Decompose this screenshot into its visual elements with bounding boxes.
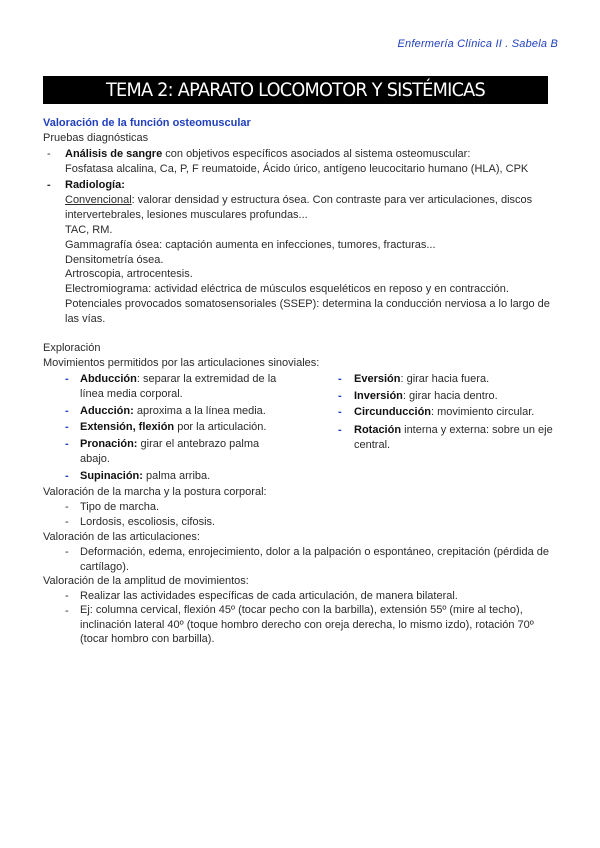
rotacion-bold: Rotación <box>354 424 402 436</box>
bullet-dash: - <box>338 406 342 418</box>
bullet-dash: - <box>47 179 51 191</box>
bullet-dash: - <box>65 438 69 450</box>
rotacion-line2: central. <box>354 439 391 451</box>
extension-item <box>80 420 266 434</box>
eversion-text: : girar hacia fuera. <box>400 373 490 385</box>
bullet-dash: - <box>65 501 69 513</box>
bullet-dash: - <box>65 516 69 528</box>
radiologia-heading <box>65 178 125 192</box>
convencional-text: : valorar densidad y estructura ósea. Con contraste para ver articulaciones, discos <box>131 194 533 206</box>
radiologia-bold: Radiología: <box>65 179 125 191</box>
bullet-dash: - <box>65 405 69 417</box>
supinacion-text: palma arriba. <box>142 470 211 482</box>
marcha-heading: Valoración de la marcha y la postura corporal: <box>43 486 267 498</box>
marcha-item-1: Tipo de marcha. <box>80 501 160 513</box>
movimientos-heading: Movimientos permitidos por las articulaciones sinoviales: <box>43 357 320 369</box>
analisis-bold: Análisis de sangre <box>65 148 163 160</box>
amplitud-heading: Valoración de la amplitud de movimientos: <box>43 575 249 587</box>
articulaciones-item: Deformación, edema, enrojecimiento, dolor a la palpación o espontáneo, crepitación (pérdida de cartílago). <box>80 546 550 573</box>
aduccion-text: aproxima a la línea media. <box>133 405 266 417</box>
amplitud-item-2: Ej: columna cervical, flexión 45º (tocar pecho con la barbilla), extensión 55º (mire al techo), inclinación lateral 40º (toque hombro derecho con oreja derecha, lo mismo izdo), rotación 70º (tocar hombro con barbilla). <box>80 604 534 646</box>
pronacion-text: girar el antebrazo palma <box>137 438 260 450</box>
page-title: TEMA 2: APARATO LOCOMOTOR Y SISTÉMICAS <box>105 79 485 101</box>
convencional-underlined: Convencional <box>65 194 132 206</box>
potenciales-line2: las vías. <box>65 313 106 325</box>
circunduccion-bold: Circunducción <box>354 406 432 418</box>
inversion-item <box>354 389 498 403</box>
eversion-item <box>354 372 489 386</box>
analisis-line <box>65 147 470 161</box>
marcha-item-2: Lordosis, escoliosis, cifosis. <box>80 516 216 528</box>
abduccion-item <box>80 372 276 386</box>
gammagrafia-line: Gammagrafía ósea: captación aumenta en infecciones, tumores, fracturas... <box>65 239 436 251</box>
section-title: Valoración de la función osteomuscular <box>43 117 251 129</box>
supinacion-item <box>80 469 210 483</box>
convencional-line2: intervertebrales, lesiones musculares profundas... <box>65 209 308 221</box>
pronacion-line2: abajo. <box>80 453 110 465</box>
abduccion-line2: línea media corporal. <box>80 388 183 400</box>
rotacion-text: interna y externa: sobre un eje <box>401 424 553 436</box>
supinacion-bold: Supinación: <box>80 470 143 482</box>
circunduccion-item <box>354 405 534 419</box>
artroscopia-line: Artroscopia, artrocentesis. <box>65 268 193 280</box>
inversion-text: : girar hacia dentro. <box>402 390 498 402</box>
aduccion-bold: Aducción: <box>80 405 134 417</box>
tac-line: TAC, RM. <box>65 224 113 236</box>
pronacion-item <box>80 437 259 451</box>
convencional-line <box>65 193 532 207</box>
extension-bold: Extensión, flexión <box>80 421 175 433</box>
extension-text: por la articulación. <box>174 421 267 433</box>
bullet-dash: - <box>338 373 342 385</box>
potenciales-line: Potenciales provocados somatosensoriales (SSEP): determina la conducción nerviosa a lo largo de <box>65 298 550 310</box>
bullet-dash: - <box>65 605 69 617</box>
rotacion-item <box>354 423 553 437</box>
bullet-dash: - <box>65 590 69 602</box>
title-bar <box>43 76 548 104</box>
circunduccion-text: : movimiento circular. <box>431 406 535 418</box>
pruebas-heading: Pruebas diagnósticas <box>43 132 149 144</box>
bullet-dash: - <box>65 546 69 558</box>
bullet-dash: - <box>338 424 342 436</box>
articulaciones-heading: Valoración de las articulaciones: <box>43 531 200 543</box>
abduccion-text: : separar la extremidad de la <box>136 373 277 385</box>
document-header: Enfermería Clínica II . Sabela B <box>397 38 558 50</box>
bullet-dash: - <box>338 390 342 402</box>
analisis-line2: Fosfatasa alcalina, Ca, P, F reumatoide, Ácido úrico, antígeno leucocitario humano (HLA), CPK <box>65 163 529 175</box>
bullet-dash: - <box>47 148 51 160</box>
amplitud-item-1: Realizar las actividades específicas de cada articulación, de manera bilateral. <box>80 590 458 602</box>
bullet-dash: - <box>65 373 69 385</box>
eversion-bold: Eversión <box>354 373 401 385</box>
inversion-bold: Inversión <box>354 390 403 402</box>
electromiograma-line: Electromiograma: actividad eléctrica de músculos esqueléticos en reposo y en contracción. <box>65 283 509 295</box>
bullet-dash: - <box>65 421 69 433</box>
pronacion-bold: Pronación: <box>80 438 138 450</box>
bullet-dash: - <box>65 470 69 482</box>
analisis-text: con objetivos específicos asociados al sistema osteomuscular: <box>162 148 471 160</box>
densitometria-line: Densitometría ósea. <box>65 254 164 266</box>
exploracion-heading: Exploración <box>43 342 101 354</box>
aduccion-item <box>80 404 266 418</box>
abduccion-bold: Abducción <box>80 373 137 385</box>
